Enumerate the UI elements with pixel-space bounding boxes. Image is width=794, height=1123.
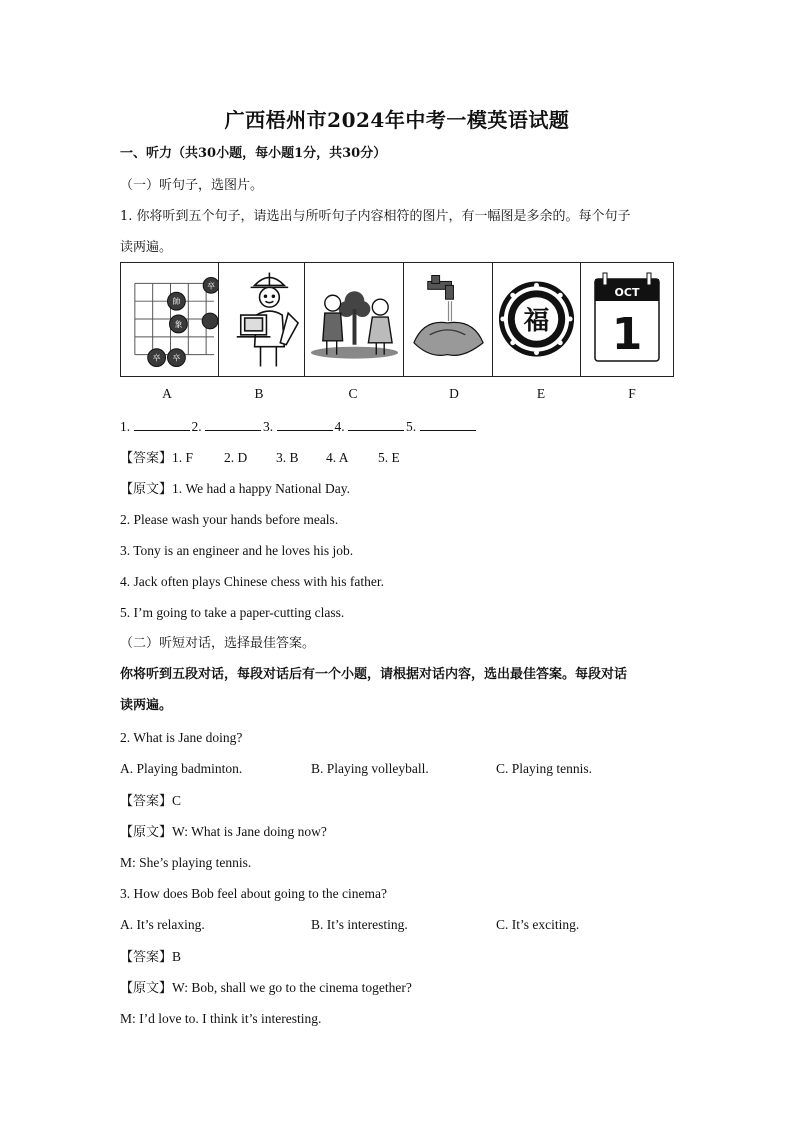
section-heading: 一、听力（共30小题，每小题1分，共30分） — [120, 146, 387, 161]
answer-value: C — [172, 793, 182, 808]
part2-instruction-cont: 读两遍。 — [120, 698, 173, 713]
picture-label: F — [628, 386, 636, 401]
picture-label: A — [162, 386, 172, 401]
answer-blanks — [120, 418, 478, 436]
planting-tree-icon — [305, 263, 403, 376]
part1-answers — [120, 449, 400, 468]
answer-blank[interactable] — [277, 418, 333, 431]
part1-script-line — [120, 480, 350, 499]
part1-heading: （一）听句子，选图片。 — [120, 178, 264, 193]
chinese-chess-icon — [121, 263, 218, 376]
option-a[interactable]: A. Playing badminton. — [120, 761, 243, 776]
answer-blank[interactable] — [348, 418, 404, 431]
blank-number: 1. — [120, 419, 131, 434]
calendar-month: OCT — [614, 286, 640, 299]
answer-line — [120, 948, 181, 967]
washing-hands-icon — [404, 263, 492, 376]
script-text: W: Bob, shall we go to the cinema together? — [172, 980, 412, 995]
answer-value: B — [172, 949, 182, 964]
script-label: 【原文】 — [120, 981, 173, 996]
page-title: 广西梧州市2024年中考一模英语试题 — [224, 108, 570, 132]
option-b[interactable]: B. Playing volleyball. — [311, 761, 429, 776]
answer-label: 【答案】 — [120, 794, 173, 809]
chess-piece-label: 卒 — [172, 353, 181, 363]
answer-item: 4. A — [326, 450, 349, 465]
picture-table — [120, 262, 674, 377]
script-text: 1. We had a happy National Day. — [172, 481, 350, 496]
part1-script-line: 4. Jack often plays Chinese chess with his father. — [120, 574, 384, 589]
chess-piece-label: 帥 — [172, 297, 181, 307]
option-c[interactable]: C. Playing tennis. — [496, 761, 593, 776]
calendar-day: 1 — [611, 309, 643, 360]
engineer-icon — [219, 263, 304, 376]
picture-f — [581, 263, 673, 376]
chess-piece-label: 卒 — [207, 281, 216, 291]
blank-number: 3. — [263, 419, 274, 434]
script-line: M: I’d love to. I think it’s interesting. — [120, 1011, 322, 1026]
question-stem: 2. What is Jane doing? — [120, 730, 243, 745]
answer-line — [120, 792, 181, 811]
fu-character: 福 — [523, 305, 550, 336]
picture-e — [493, 263, 581, 376]
chess-piece-label: 象 — [174, 319, 183, 329]
part2-instruction: 你将听到五段对话，每段对话后有一个小题，请根据对话内容，选出最佳答案。每段对话 — [120, 667, 628, 682]
paper-cutting-icon — [493, 263, 580, 376]
part1-script-line: 5. I’m going to take a paper-cutting class. — [120, 605, 345, 620]
picture-label: C — [348, 386, 358, 401]
picture-c — [305, 263, 404, 376]
answer-blank[interactable] — [134, 418, 190, 431]
script-label: 【原文】 — [120, 825, 173, 840]
picture-d — [404, 263, 493, 376]
option-c[interactable]: C. It’s exciting. — [496, 917, 580, 932]
answer-item: 3. B — [276, 450, 299, 465]
picture-label: D — [449, 386, 459, 401]
script-text: W: What is Jane doing now? — [172, 824, 327, 839]
blank-number: 2. — [191, 419, 202, 434]
option-a[interactable]: A. It’s relaxing. — [120, 917, 205, 932]
script-line: M: She’s playing tennis. — [120, 855, 252, 870]
answer-blank[interactable] — [205, 418, 261, 431]
chess-piece-label: 卒 — [152, 353, 161, 363]
picture-label: E — [536, 386, 546, 401]
question-stem: 3. How does Bob feel about going to the cinema? — [120, 886, 387, 901]
script-label: 【原文】 — [120, 482, 173, 497]
answer-item: 1. F — [172, 450, 194, 465]
part1-instruction-cont: 读两遍。 — [120, 240, 173, 255]
part1-instruction: 1. 你将听到五个句子，请选出与所听句子内容相符的图片，有一幅图是多余的。每个句子 — [120, 209, 631, 224]
answer-item: 2. D — [224, 450, 248, 465]
calendar-icon — [581, 263, 673, 376]
answer-blank[interactable] — [420, 418, 476, 431]
part1-script-line: 3. Tony is an engineer and he loves his job. — [120, 543, 354, 558]
answer-label: 【答案】 — [120, 451, 173, 466]
answer-label: 【答案】 — [120, 950, 173, 965]
picture-b — [219, 263, 305, 376]
option-b[interactable]: B. It’s interesting. — [311, 917, 408, 932]
blank-number: 4. — [334, 419, 345, 434]
script-line — [120, 979, 412, 998]
picture-label: B — [254, 386, 264, 401]
picture-a — [121, 263, 219, 376]
blank-number: 5. — [406, 419, 417, 434]
part1-script-line: 2. Please wash your hands before meals. — [120, 512, 339, 527]
script-line — [120, 823, 327, 842]
part2-heading: （二）听短对话，选择最佳答案。 — [120, 636, 316, 651]
answer-item: 5. E — [378, 450, 400, 465]
